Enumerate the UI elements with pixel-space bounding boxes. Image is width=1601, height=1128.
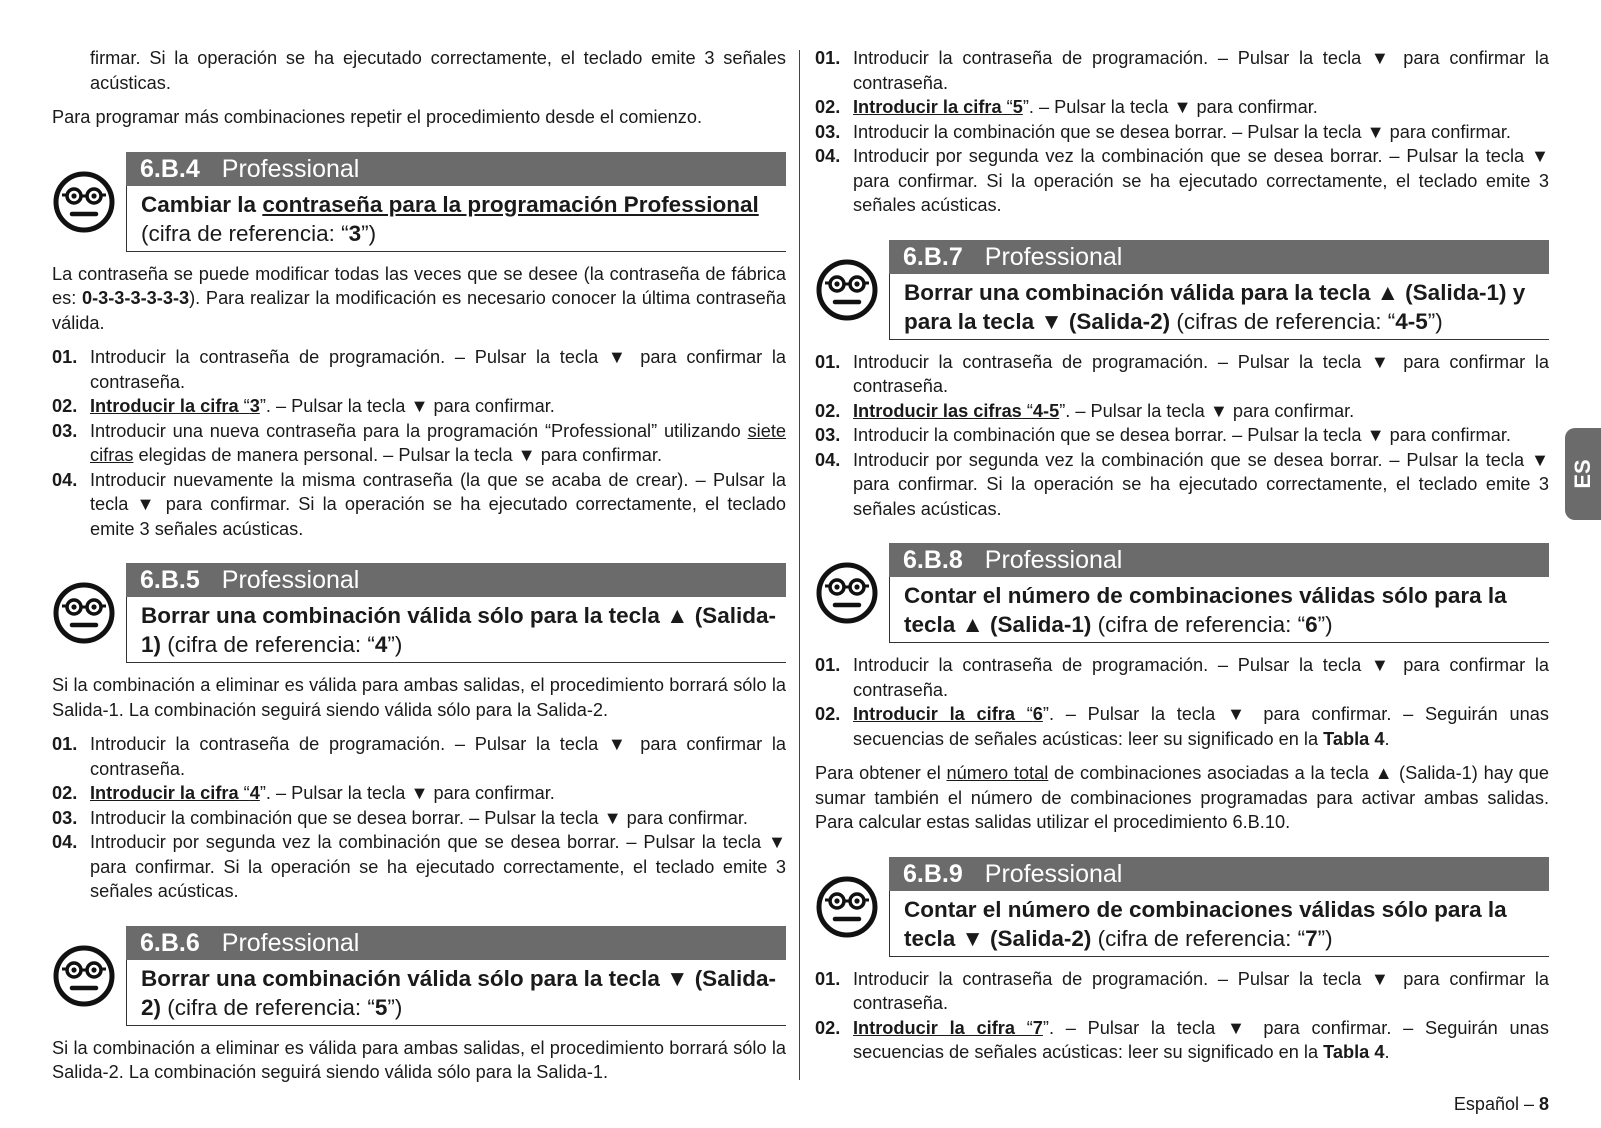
language-tab bbox=[1565, 428, 1601, 520]
section-paragraph: La contraseña se puede modificar todas las veces que se desee (la contraseña de fábrica es: 0-3-3-3-3-3-3). Para realizar la modificación es necesario conocer la última contraseña válida. bbox=[52, 263, 786, 333]
steps-list bbox=[815, 46, 1549, 218]
list-item: 01. Introducir la contraseña de programación. – Pulsar la tecla ▼ para confirmar la contraseña. bbox=[815, 655, 1549, 700]
list-item: 03. Introducir la combinación que se desea borrar. – Pulsar la tecla ▼ para confirmar. bbox=[815, 425, 1511, 445]
section-header: 6.B.8 Professional bbox=[889, 543, 1549, 577]
steps-list bbox=[815, 350, 1549, 522]
section-title: Contar el número de combinaciones válidas sólo para la tecla ▼ (Salida-2) (cifra de referencia: “7”) bbox=[889, 891, 1549, 957]
professional-face-icon bbox=[52, 170, 116, 234]
list-item: 01. Introducir la contraseña de programación. – Pulsar la tecla ▼ para confirmar la contraseña. bbox=[52, 347, 786, 392]
steps-list bbox=[52, 732, 786, 904]
professional-face-icon bbox=[815, 561, 879, 625]
section-6b5 bbox=[52, 563, 786, 663]
section-title: Borrar una combinación válida sólo para la tecla ▼ (Salida-2) (cifra de referencia: “5”) bbox=[126, 960, 786, 1026]
list-item: 01. Introducir la contraseña de programación. – Pulsar la tecla ▼ para confirmar la contraseña. bbox=[815, 968, 1549, 1013]
list-item: 02. Introducir la cifra “6”. – Pulsar la tecla ▼ para confirmar. – Seguirán unas secuencias de señales acústicas: leer su significado en la Tabla 4. bbox=[815, 704, 1549, 749]
list-item: 03. Introducir la combinación que se desea borrar. – Pulsar la tecla ▼ para confirmar. bbox=[815, 121, 1511, 142]
column-divider bbox=[799, 50, 800, 1080]
professional-face-icon bbox=[815, 875, 879, 939]
section-paragraph: Para obtener el número total de combinaciones asociadas a la tecla ▲ (Salida-1) hay que sumar también el número de combinaciones programadas para activar ambas salidas. Para calcular estas salidas utilizar el procedimiento 6.B.10. bbox=[815, 763, 1549, 832]
steps-list bbox=[815, 653, 1549, 751]
section-title: Borrar una combinación válida sólo para la tecla ▲ (Salida-1) (cifra de referencia: “4”) bbox=[126, 597, 786, 663]
language-tab-label: ES bbox=[1569, 459, 1595, 489]
section-6b9 bbox=[815, 857, 1549, 957]
left-column bbox=[52, 46, 786, 1095]
list-item: 04. Introducir por segunda vez la combinación que se desea borrar. – Pulsar la tecla ▼ para confirmar. Si la operación se ha ejecutado correctamente, el teclado emite 3 señales acústicas. bbox=[815, 146, 1549, 215]
list-item: 01. Introducir la contraseña de programación. – Pulsar la tecla ▼ para confirmar la contraseña. bbox=[815, 351, 1549, 396]
professional-face-icon bbox=[815, 258, 879, 322]
section-header bbox=[126, 152, 786, 186]
list-item: 03. Introducir la combinación que se desea borrar. – Pulsar la tecla ▼ para confirmar. bbox=[52, 807, 748, 828]
section-header: 6.B.9 Professional bbox=[889, 857, 1549, 891]
list-item: 04. Introducir por segunda vez la combinación que se desea borrar. – Pulsar la tecla ▼ para confirmar. Si la operación se ha ejecutado correctamente, el teclado emite 3 señales acústicas. bbox=[52, 832, 786, 901]
footer-label: Español – bbox=[1453, 1094, 1539, 1114]
right-column bbox=[815, 46, 1549, 1075]
section-paragraph: Si la combinación a eliminar es válida para ambas salidas, el procedimiento borrará sólo la Salida-2. La combinación seguirá siendo válida sólo para la Salida-1. bbox=[52, 1037, 786, 1082]
list-item: 03. Introducir una nueva contraseña para la programación “Professional” utilizando siete cifras elegidas de manera personal. – Pulsar la tecla ▼ para confirmar. bbox=[52, 420, 786, 465]
professional-face-icon bbox=[52, 581, 116, 645]
list-item: 01. Introducir la contraseña de programación. – Pulsar la tecla ▼ para confirmar la contraseña. bbox=[52, 734, 786, 779]
section-header: 6.B.5 Professional bbox=[126, 563, 786, 597]
professional-face-icon bbox=[52, 944, 116, 1008]
list-item: 01. Introducir la contraseña de programación. – Pulsar la tecla ▼ para confirmar la contraseña. bbox=[815, 48, 1549, 93]
repeat-paragraph: Para programar más combinaciones repetir el procedimiento desde el comienzo. bbox=[52, 107, 703, 127]
list-item: 02. Introducir las cifras “4-5”. – Pulsar la tecla ▼ para confirmar. bbox=[815, 400, 1355, 421]
section-6b7 bbox=[815, 240, 1549, 340]
section-6b8 bbox=[815, 543, 1549, 643]
section-level: Professional bbox=[221, 154, 360, 183]
section-title: Borrar una combinación válida para la tecla ▲ (Salida-1) y para la tecla ▼ (Salida-2) (cifras de referencia: “4-5”) bbox=[889, 274, 1549, 340]
steps-list bbox=[52, 345, 786, 541]
section-paragraph: Si la combinación a eliminar es válida para ambas salidas, el procedimiento borrará sólo la Salida-1. La combinación seguirá siendo válida sólo para la Salida-2. bbox=[52, 675, 786, 720]
list-item: 04. Introducir por segunda vez la combinación que se desea borrar. – Pulsar la tecla ▼ para confirmar. Si la operación se ha ejecutado correctamente, el teclado emite 3 señales acústicas. bbox=[815, 449, 1549, 519]
page-number: 8 bbox=[1538, 1094, 1549, 1114]
section-6b6 bbox=[52, 926, 786, 1026]
list-item: 02. Introducir la cifra “7”. – Pulsar la tecla ▼ para confirmar. – Seguirán unas secuencias de señales acústicas: leer su significado en la Tabla 4. bbox=[815, 1017, 1549, 1062]
continued-paragraph: firmar. Si la operación se ha ejecutado correctamente, el teclado emite 3 señales acústicas. bbox=[90, 48, 786, 93]
section-header: 6.B.6 Professional bbox=[126, 926, 786, 960]
section-number: 6.B.4 bbox=[140, 154, 200, 183]
list-item: 02. Introducir la cifra “3”. – Pulsar la tecla ▼ para confirmar. bbox=[52, 396, 555, 416]
section-6b4 bbox=[52, 152, 786, 252]
steps-list bbox=[815, 967, 1549, 1065]
page-footer bbox=[1454, 1092, 1549, 1117]
list-item: 04. Introducir nuevamente la misma contraseña (la que se acaba de crear). – Pulsar la tecla ▼ para confirmar. Si la operación se ha ejecutado correctamente, el teclado emite 3 señales acústicas. bbox=[52, 469, 786, 539]
list-item: 02. Introducir la cifra “4”. – Pulsar la tecla ▼ para confirmar. bbox=[52, 783, 555, 803]
section-title: Cambiar la contraseña para la programación Professional (cifra de referencia: “3”) bbox=[126, 186, 786, 252]
list-item: 02. Introducir la cifra “5”. – Pulsar la tecla ▼ para confirmar. bbox=[815, 97, 1318, 117]
section-header: 6.B.7 Professional bbox=[889, 240, 1549, 274]
section-title: Contar el número de combinaciones válidas sólo para la tecla ▲ (Salida-1) (cifra de referencia: “6”) bbox=[889, 577, 1549, 643]
